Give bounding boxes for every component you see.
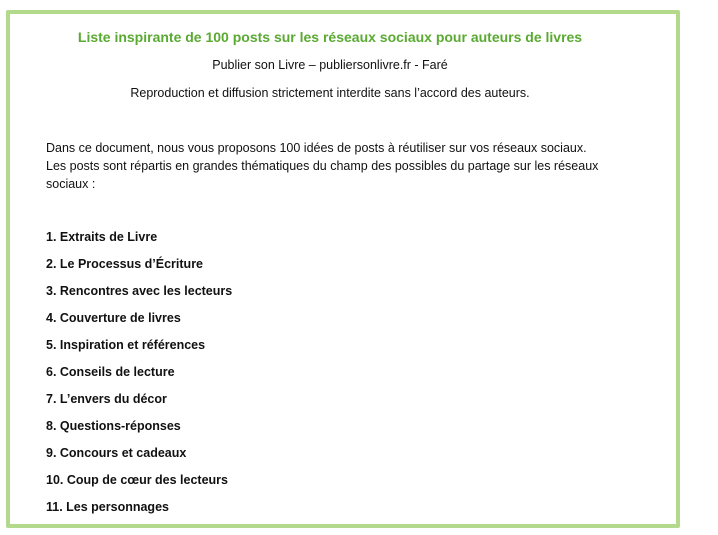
topic-item: 9. Concours et cadeaux [46,446,187,460]
topic-item: 8. Questions-réponses [46,419,181,433]
topic-item: 1. Extraits de Livre [46,230,158,244]
topic-item: 11. Les personnages [46,500,169,514]
document-frame [6,10,680,528]
topic-list [46,230,232,527]
topic-item: 4. Couverture de livres [46,311,181,325]
topic-item: 5. Inspiration et références [46,338,206,352]
topic-item: 2. Le Processus d’Écriture [46,257,204,271]
topic-item: 10. Coup de cœur des lecteurs [46,473,228,487]
copyright-notice: Reproduction et diffusion strictement interdite sans l’accord des auteurs. [130,86,530,100]
document-subtitle: Publier son Livre – publiersonlivre.fr - Faré [212,58,448,72]
topic-item: 7. L’envers du décor [46,392,167,406]
topic-item: 3. Rencontres avec les lecteurs [46,284,233,298]
intro-paragraph: Dans ce document, nous vous proposons 100 idées de posts à réutiliser sur vos réseaux sociaux. Les posts sont répartis en grandes thématiques du champ des possibles du partage sur les réseaux sociaux : [46,141,599,191]
topic-item: 6. Conseils de lecture [46,365,175,379]
document-title: Liste inspirante de 100 posts sur les réseaux sociaux pour auteurs de livres [77,29,583,45]
